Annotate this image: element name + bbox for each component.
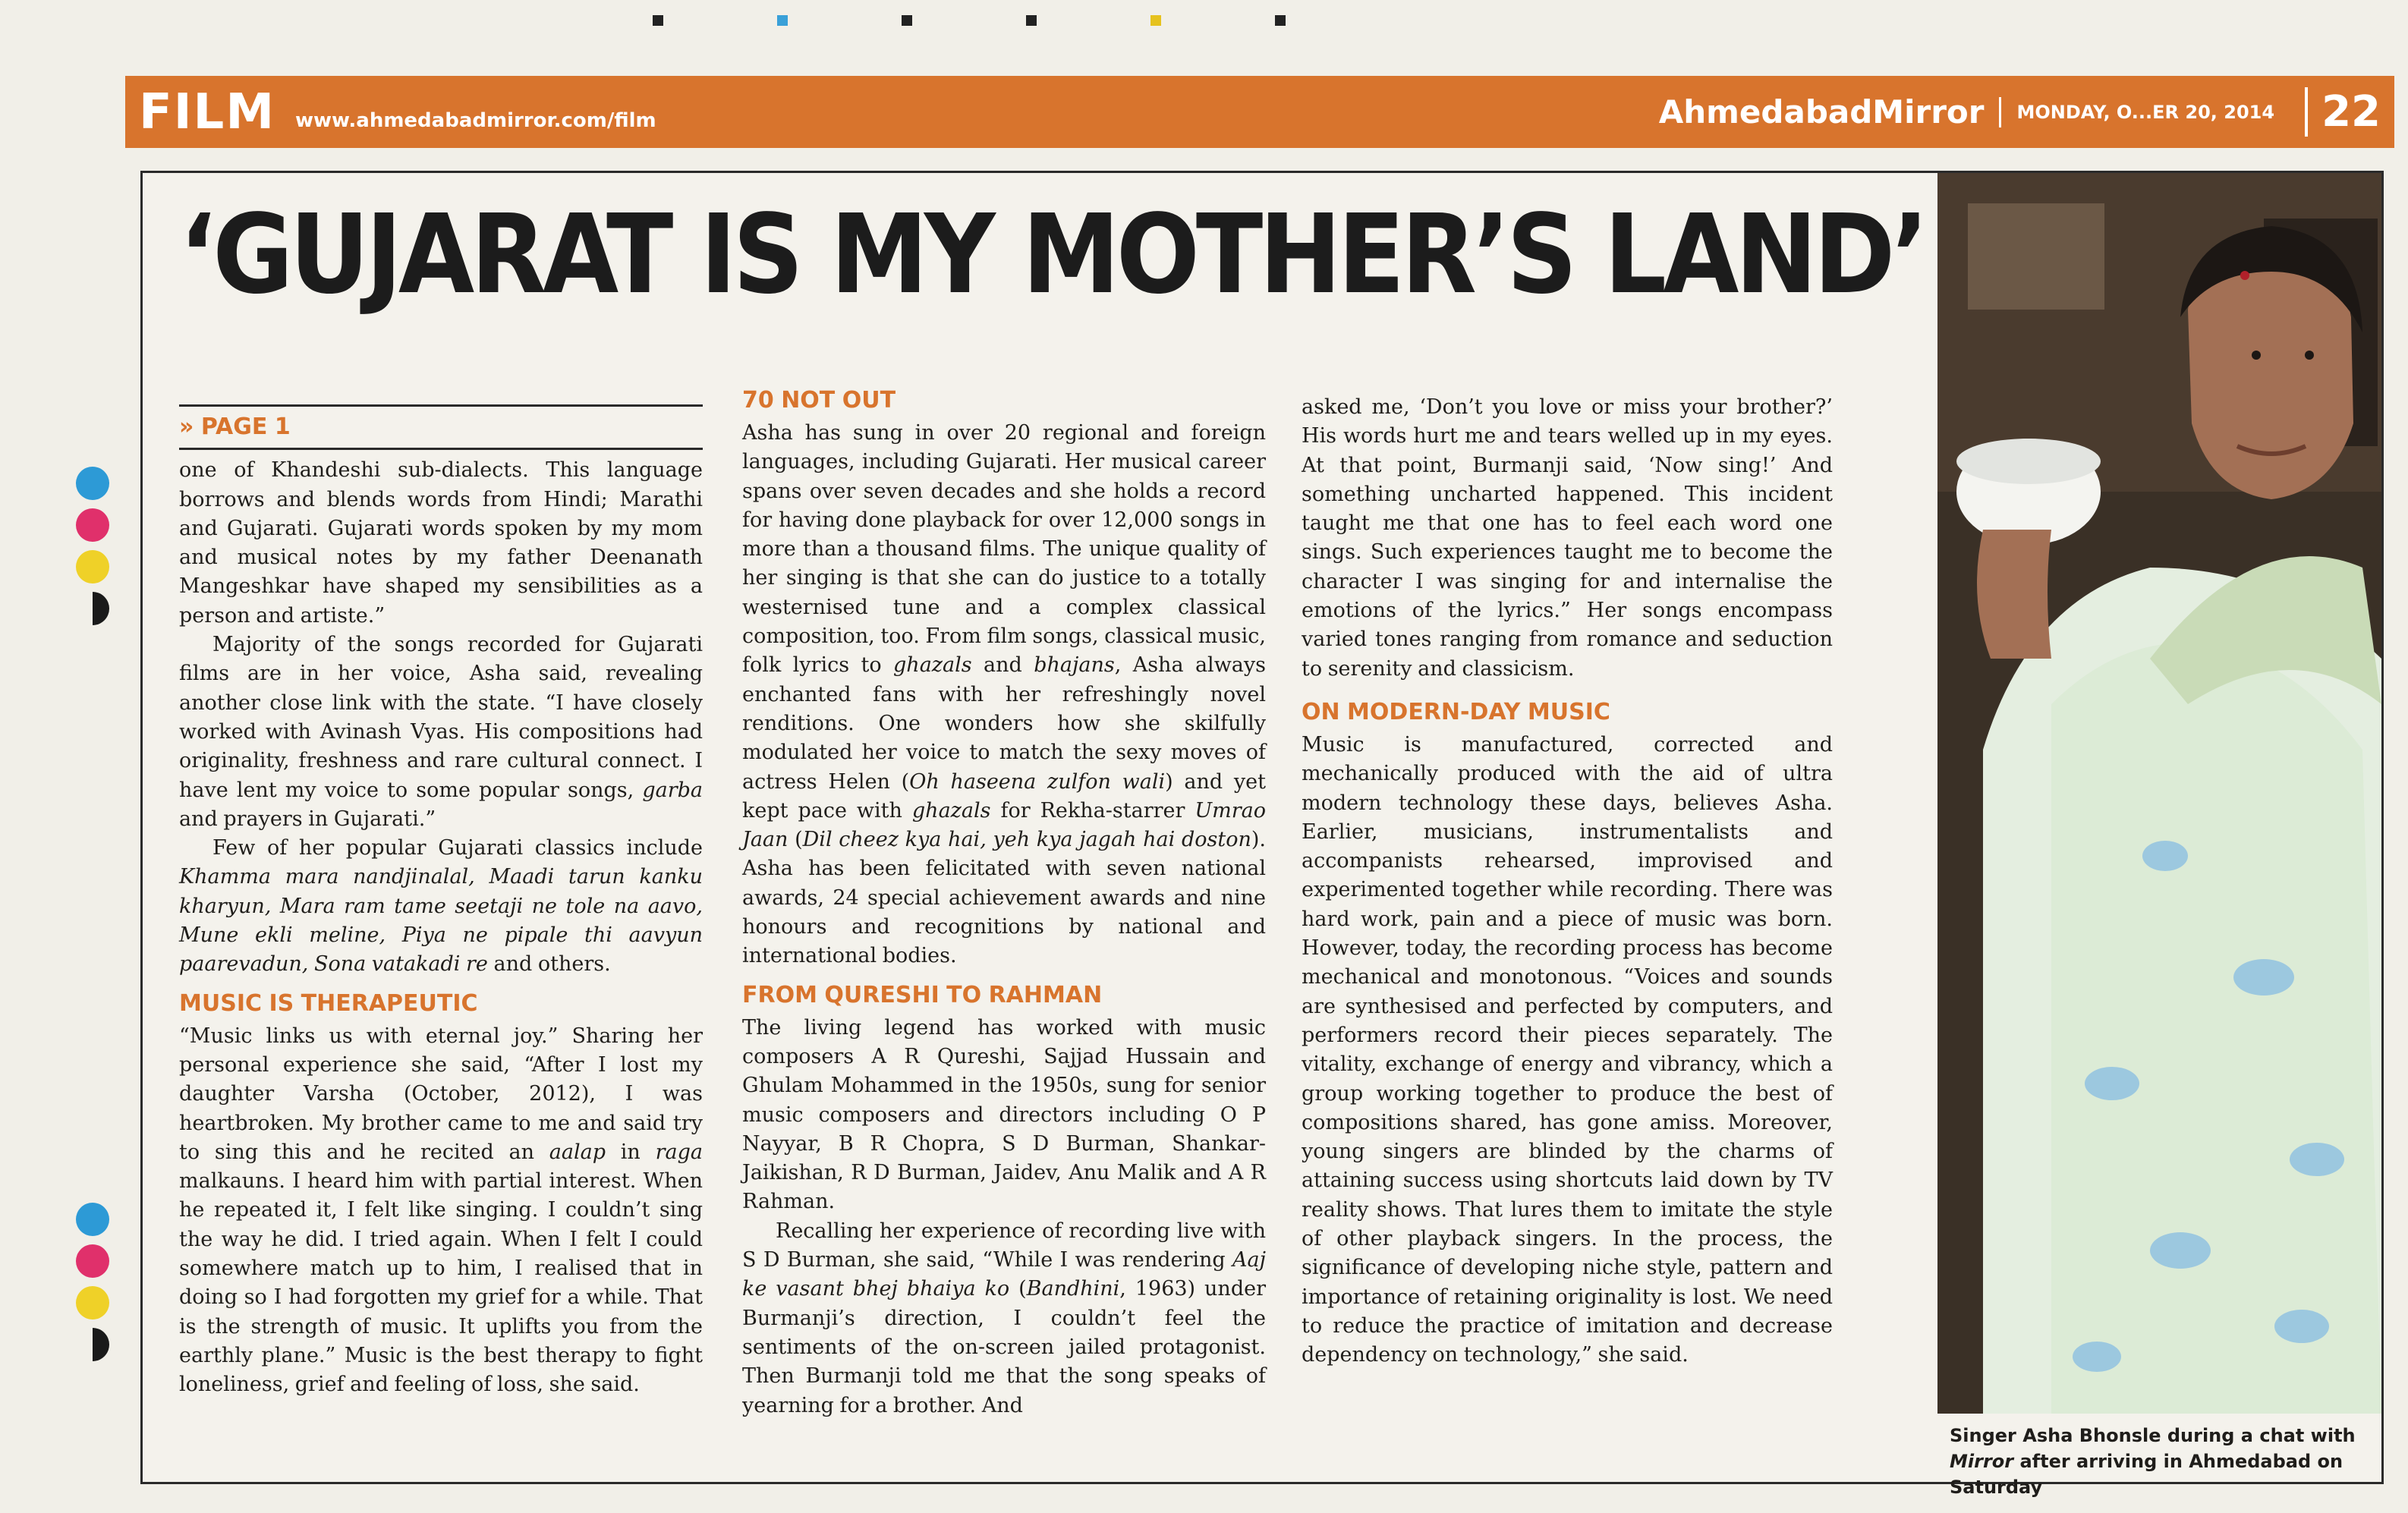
registration-marks (653, 15, 1286, 26)
cyan-print-dot (76, 1203, 109, 1236)
subhead: 70 NOT OUT (742, 387, 896, 414)
paragraph: Music is manufactured, corrected and mechanically produced with the aid of ultra modern technology these days, believes Asha. Earlier, musicians, instrumentalists and accompanists rehearsed, improvised and experimented together while recording. There was hard work, pain and a piece of music was born. However, today, the recording process has become mechanical and monotonous. “Voices and sounds are synthesised and perfected by computers, and performers record their pieces separately. The vitality, exchange of energy and vibrancy, which a group working together to produce the best of compositions shared, has gone amiss. Moreover, young singers are blinded by the charms of attaining success using shortcuts laid down by TV reality shows. That lures them to imitate the style of other playback singers. In the process, the significance of developing niche style, pattern and importance of retaining originality is lost. We need to reduce the practice of imitation and decrease dependency on technology,” she said. (1302, 732, 1833, 1367)
black-print-mark (93, 592, 109, 625)
magenta-print-dot (76, 508, 109, 542)
column-3 (1302, 393, 1833, 1370)
yellow-print-dot (76, 550, 109, 583)
page-ref (179, 404, 703, 450)
subhead: MUSIC IS THERAPEUTIC (179, 989, 478, 1017)
page-number: 22 (2305, 87, 2394, 137)
magenta-print-dot (76, 1244, 109, 1278)
paragraph: asked me, ‘Don’t you love or miss your brother?’ His words hurt me and tears welled up in my eyes. At that point, Burmanji said, ‘Now sing!’ And something uncharted happened. This incident taught me that one has to feel each word one sings. Such experiences taught me to become the character I was singing for and internalise the emotions of the lyrics.” Her songs encompass varied tones ranging from romance and seduction to serenity and classicism. (1302, 395, 1833, 681)
singer-photo (1937, 173, 2381, 1414)
page-ref-label: » PAGE 1 (179, 414, 291, 440)
section-url: www.ahmedabadmirror.com/film (295, 109, 656, 132)
divider (1999, 97, 2001, 127)
paragraph: Majority of the songs recorded for Gujarati films are in her voice, Asha said, revealing another close link with the state. “I have closely worked with Avinash Vyas. His compositions had originality, freshness and rare cultural connect. I have lent my voice to some popular songs, garba and prayers in Gujarati.” (179, 633, 703, 831)
paragraph: The living legend has worked with music composers A R Qureshi, Sajjad Hussain and Ghulam Mohammed in the 1950s, sung for senior music composers and directors including O P Nayyar, B R Chopra, S D Burman, Shankar-Jaikishan, R D Burman, Jaidev, Anu Malik and A R Rahman. (742, 1015, 1266, 1214)
section-name: FILM (139, 83, 275, 140)
column-1 (179, 404, 703, 1400)
yellow-print-dot (76, 1286, 109, 1320)
subhead: ON MODERN-DAY MUSIC (1302, 698, 1610, 725)
cyan-print-dot (76, 467, 109, 500)
masthead: AhmedabadMirror (1658, 93, 1985, 131)
article-frame (140, 171, 2384, 1498)
paragraph: Recalling her experience of recording live with S D Burman, she said, “While I was rendering Aaj ke vasant bhej bhaiya ko (Bandhini, 1963) under Burmanji’s direction, I couldn’t feel the sentiments of the on-screen jailed protagonist. Then Burmanji told me that the song speaks of yearning for a brother. And (742, 1219, 1266, 1417)
photo-caption: Singer Asha Bhonsle during a chat with Mirror after arriving in Ahmedabad on Saturday (1937, 1414, 2381, 1482)
subhead: FROM QURESHI TO RAHMAN (742, 981, 1103, 1008)
paragraph: one of Khandeshi sub-dialects. This language borrows and blends words from Hindi; Marathi and Gujarati. Gujarati words spoken by my mom and musical notes by my father Deenanath Mangeshkar have shaped my sensibilities as a person and artiste.” (179, 458, 703, 628)
paragraph: “Music links us with eternal joy.” Sharing her personal experience she said, “After I lost my daughter Varsha (October, 2012), I was heartbroken. My brother came to me and said try to sing this and he recited an aalap in raga malkauns. I heard him with partial interest. When he repeated it, I felt like singing. I couldn’t sing the way he did. I tried again. When I felt I could somewhere match up to him, I realised that in doing so I had forgotten my grief for a while. That is the strength of music. It uplifts you from the earthly plane.” Music is the best therapy to fight loneliness, grief and feeling of loss, she said. (179, 1024, 703, 1397)
paragraph: Asha has sung in over 20 regional and foreign languages, including Gujarati. Her musical career spans over seven decades and she holds a record for having done playback for over 12,000 songs in more than a thousand films. The unique quality of her singing is that she can do justice to a totally westernised tune and a complex classical composition, too. From film songs, classical music, folk lyrics to ghazals and bhajans, Asha always enchanted fans with her refreshingly novel renditions. One wonders how she skilfully modulated her voice to match the sexy moves of actress Helen (Oh haseena zulfon wali) and yet kept pace with ghazals for Rekha-starrer Umrao Jaan (Dil cheez kya hai, yeh kya jagah hai doston). Asha has been felicitated with seven national awards, 24 special achievement awards and nine honours and recognitions by national and international bodies. (742, 421, 1267, 968)
issue-date: MONDAY, O...ER 20, 2014 (2016, 101, 2275, 123)
paragraph: Few of her popular Gujarati classics include Khamma mara nandjinalal, Maadi tarun kanku kharyun, Mara ram tame seetaji ne tole na aavo, Mune ekli meline, Piya ne pipale thi aavyun paarevadun, Sona vatakadi re and others. (179, 836, 703, 977)
section-header-bar (125, 76, 2394, 148)
article-headline: ‘GUJARAT IS MY MOTHER’S LAND’ (179, 190, 1925, 318)
black-print-mark (93, 1328, 109, 1361)
column-2 (742, 385, 1266, 1420)
